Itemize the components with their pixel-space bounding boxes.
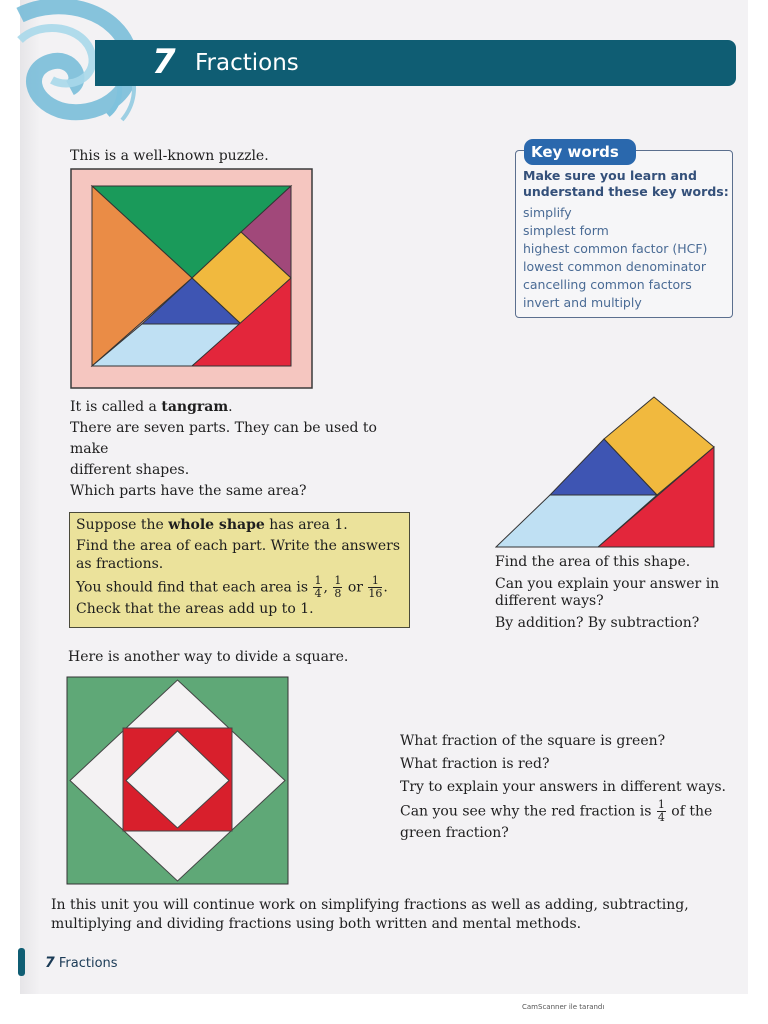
fraction-one-quarter-red: $\frac{1}{4}$ [657, 798, 665, 824]
tangram-puzzle-figure [70, 168, 313, 389]
shape-question-1: Find the area of this shape. [495, 554, 691, 570]
square-question-4: Can you see why the red fraction is $\frac{1}{4}$ of the green fraction? [400, 798, 713, 841]
tangram-line-1: It is called a tangram. [70, 399, 233, 415]
key-words-list [523, 204, 707, 312]
tangram-line-2: There are seven parts. They can be used to make [70, 420, 377, 457]
task-line-4: You should find that each area is $\frac{1}{4}$ , $\frac{1}{8}$ or $\frac{1}{16}$ . [76, 574, 388, 600]
tangram-question: Which parts have the same area? [70, 483, 307, 499]
footer-chapter-label: Fractions [58, 956, 118, 971]
scanner-watermark: CamScanner ile tarandı [522, 1003, 605, 1011]
fraction-one-sixteenth: $\frac{1}{16}$ [368, 574, 383, 600]
chapter-title: Fractions [195, 50, 299, 76]
tangram-bold-word: tangram [161, 399, 229, 415]
key-words-intro: Make sure you learn and understand these key words: [523, 168, 729, 199]
square-question-3: Try to explain your answers in different ways. [400, 779, 727, 795]
shape-question-2: Can you explain your answer in different ways? [495, 576, 720, 609]
task-line-3: as fractions. [76, 556, 164, 572]
square-question-2: What fraction is red? [400, 756, 550, 772]
task-box [69, 512, 410, 628]
chapter-number: 7 [152, 42, 176, 82]
key-words-title: Key words [524, 139, 636, 165]
key-word-item: highest common factor (HCF) [523, 241, 708, 256]
fraction-one-eighth: $\frac{1}{8}$ [334, 574, 342, 600]
key-word-item: simplest form [523, 223, 609, 238]
task-line-1: Suppose the whole shape has area 1. [76, 517, 348, 533]
task-bold-phrase: whole shape [168, 517, 265, 533]
unit-summary: In this unit you will continue work on simplifying fractions as well as adding, subtracting, multiplying and dividing fractions using both written and mental methods. [51, 897, 689, 932]
fraction-one-quarter: $\frac{1}{4}$ [314, 574, 322, 600]
key-word-item: invert and multiply [523, 295, 642, 310]
key-word-item: lowest common denominator [523, 259, 706, 274]
intro-text: This is a well-known puzzle. [70, 148, 269, 164]
tangram-line-3: different shapes. [70, 462, 190, 478]
task-line-2: Find the area of each part. Write the answers [76, 538, 401, 554]
trapezium-tangram-shape [495, 395, 717, 549]
page-gutter-shadow [20, 0, 40, 994]
square-question-1: What fraction of the square is green? [400, 733, 666, 749]
tangram-description [70, 397, 400, 502]
another-way-text: Here is another way to divide a square. [68, 649, 349, 665]
footer-chapter-number: 7 [45, 955, 55, 971]
divided-square-figure [66, 676, 289, 885]
key-word-item: simplify [523, 205, 572, 220]
shape-questions [495, 552, 735, 634]
square-questions [400, 731, 730, 842]
chapter-header-bar [95, 40, 736, 86]
page-footer [45, 955, 118, 971]
task-line-5: Check that the areas add up to 1. [76, 601, 314, 617]
shape-question-3: By addition? By subtraction? [495, 615, 700, 631]
footer-edge-marker [18, 948, 25, 976]
key-word-item: cancelling common factors [523, 277, 692, 292]
